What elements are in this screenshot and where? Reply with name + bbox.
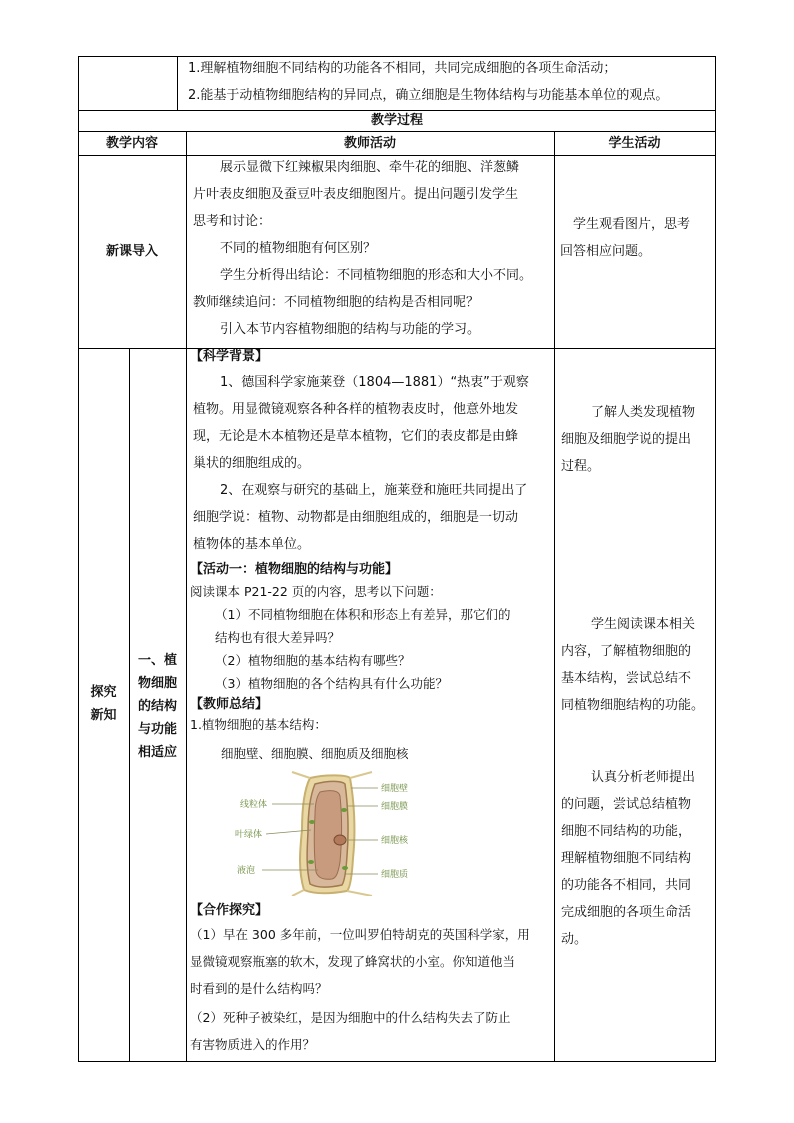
intro-teacher-line: 引入本节内容植物细胞的结构与功能的学习。: [220, 322, 481, 337]
label-vacuole: 液泡: [237, 866, 256, 876]
activity-line: 阅读课本 P21-22 页的内容，思考以下问题：: [190, 584, 442, 599]
table-border: [186, 131, 187, 1062]
label-cell-wall: 细胞壁: [381, 784, 409, 794]
label-chloroplast: 叶绿体: [235, 830, 263, 840]
header-teacher: 教师活动: [343, 136, 396, 151]
coop-line: （1）早在 300 多年前，一位叫罗伯特胡克的英国科学家，用: [190, 927, 530, 942]
student-line: 细胞不同结构的功能，: [561, 824, 692, 839]
table-border: [715, 56, 716, 1062]
student-line: 细胞及细胞学说的提出: [561, 432, 692, 447]
student-line: 动。: [561, 932, 588, 947]
intro-teacher-line: 教师继续追问：不同植物细胞的结构是否相同呢？: [193, 295, 480, 310]
student-line: 学生阅读课本相关: [591, 617, 696, 632]
activity-line: （2）植物细胞的基本结构有哪些？: [215, 653, 411, 668]
plant-cell-diagram: [232, 770, 462, 896]
sub-topic-label: 一、植: [137, 653, 177, 668]
table-border: [78, 348, 716, 349]
student-line: 完成细胞的各项生命活: [561, 905, 692, 920]
science-bg-line: 1、德国科学家施莱登（1804—1881）“热衷”于观察: [220, 375, 529, 390]
explore-label: 新知: [90, 708, 117, 723]
intro-teacher-line: 片叶表皮细胞及蚕豆叶表皮细胞图片。提出问题引发学生: [193, 187, 519, 202]
student-line: 同植物细胞结构的功能。: [561, 698, 705, 713]
chloroplast-shape: [342, 866, 348, 870]
activity-line: （1）不同植物细胞在体积和形态上有差异，那它们的: [215, 607, 511, 622]
student-line: 了解人类发现植物: [591, 405, 696, 420]
sub-topic-label: 的结构: [137, 699, 177, 714]
science-bg-line: 巢状的细胞组成的。: [193, 456, 311, 471]
student-line: 的功能各不相同，共同: [561, 878, 692, 893]
intro-student-line: 学生观看图片，思考: [573, 217, 691, 232]
activity-line: 结构也有很大差异吗？: [215, 630, 341, 645]
science-bg-line: 植物体的基本单位。: [193, 537, 311, 552]
intro-teacher-line: 思考和讨论：: [193, 214, 272, 229]
coop-line: 有害物质进入的作用？: [190, 1037, 316, 1052]
explore-label: 探究: [90, 685, 117, 700]
table-border: [78, 1061, 716, 1062]
student-line: 内容，了解植物细胞的: [561, 644, 692, 659]
intro-student-line: 回答相应问题。: [560, 244, 652, 259]
chloroplast-shape: [308, 860, 314, 864]
sub-topic-label: 与功能: [137, 722, 177, 737]
table-border: [78, 56, 79, 1062]
objective-line-2: 2.能基于动植物细胞结构的异同点，确立细胞是生物体结构与功能基本单位的观点。: [188, 88, 669, 103]
science-bg-line: 细胞学说：植物、动物都是由细胞组成的，细胞是一切动: [193, 510, 519, 525]
summary-title: 【教师总结】: [190, 697, 269, 712]
summary-line: 1.植物细胞的基本结构：: [190, 717, 327, 732]
coop-line: （2）死种子被染红，是因为细胞中的什么结构失去了防止: [190, 1010, 511, 1025]
chloroplast-shape: [341, 808, 347, 812]
objective-line-1: 1.理解植物细胞不同结构的功能各不相同，共同完成细胞的各项生命活动；: [188, 61, 617, 76]
chloroplast-shape: [309, 820, 315, 824]
vacuole-shape: [314, 791, 341, 880]
student-line: 认真分析老师提出: [591, 770, 696, 785]
label-cell-membrane: 细胞膜: [381, 802, 409, 812]
header-content: 教学内容: [105, 136, 158, 151]
sub-topic-label: 相适应: [137, 745, 177, 760]
activity-title: 【活动一：植物细胞的结构与功能】: [190, 562, 399, 577]
intro-teacher-line: 学生分析得出结论：不同植物细胞的形态和大小不同。: [220, 268, 533, 283]
student-line: 理解植物细胞不同结构: [561, 851, 692, 866]
intro-teacher-line: 不同的植物细胞有何区别？: [220, 241, 377, 256]
label-cytoplasm: 细胞质: [381, 870, 409, 880]
summary-line: 细胞壁、细胞膜、细胞质及细胞核: [221, 746, 409, 761]
process-title: 教学过程: [370, 113, 423, 128]
coop-title: 【合作探究】: [190, 903, 269, 918]
sub-topic-label: 物细胞: [137, 676, 177, 691]
science-bg-title: 【科学背景】: [190, 349, 269, 364]
table-border: [177, 56, 178, 111]
label-mitochondria: 线粒体: [240, 800, 268, 810]
intro-teacher-line: 展示显微下红辣椒果肉细胞、牵牛花的细胞、洋葱鳞: [220, 160, 520, 175]
coop-line: 显微镜观察瓶塞的软木，发现了蜂窝状的小室。你知道他当: [190, 954, 516, 969]
student-line: 基本结构，尝试总结不: [561, 671, 692, 686]
science-bg-line: 现，无论是木本植物还是草本植物，它们的表皮都是由蜂: [193, 429, 519, 444]
science-bg-line: 植物。用显微镜观察各种各样的植物表皮时，他意外地发: [193, 402, 519, 417]
intro-label: 新课导入: [105, 244, 158, 259]
coop-line: 时看到的是什么结构吗？: [190, 981, 328, 996]
table-border: [554, 131, 555, 1062]
student-line: 过程。: [561, 459, 601, 474]
science-bg-line: 2、在观察与研究的基础上，施莱登和施旺共同提出了: [220, 483, 528, 498]
header-student: 学生活动: [608, 136, 661, 151]
activity-line: （3）植物细胞的各个结构具有什么功能？: [215, 676, 448, 691]
student-line: 的问题，尝试总结植物: [561, 797, 692, 812]
label-nucleus: 细胞核: [381, 836, 409, 846]
